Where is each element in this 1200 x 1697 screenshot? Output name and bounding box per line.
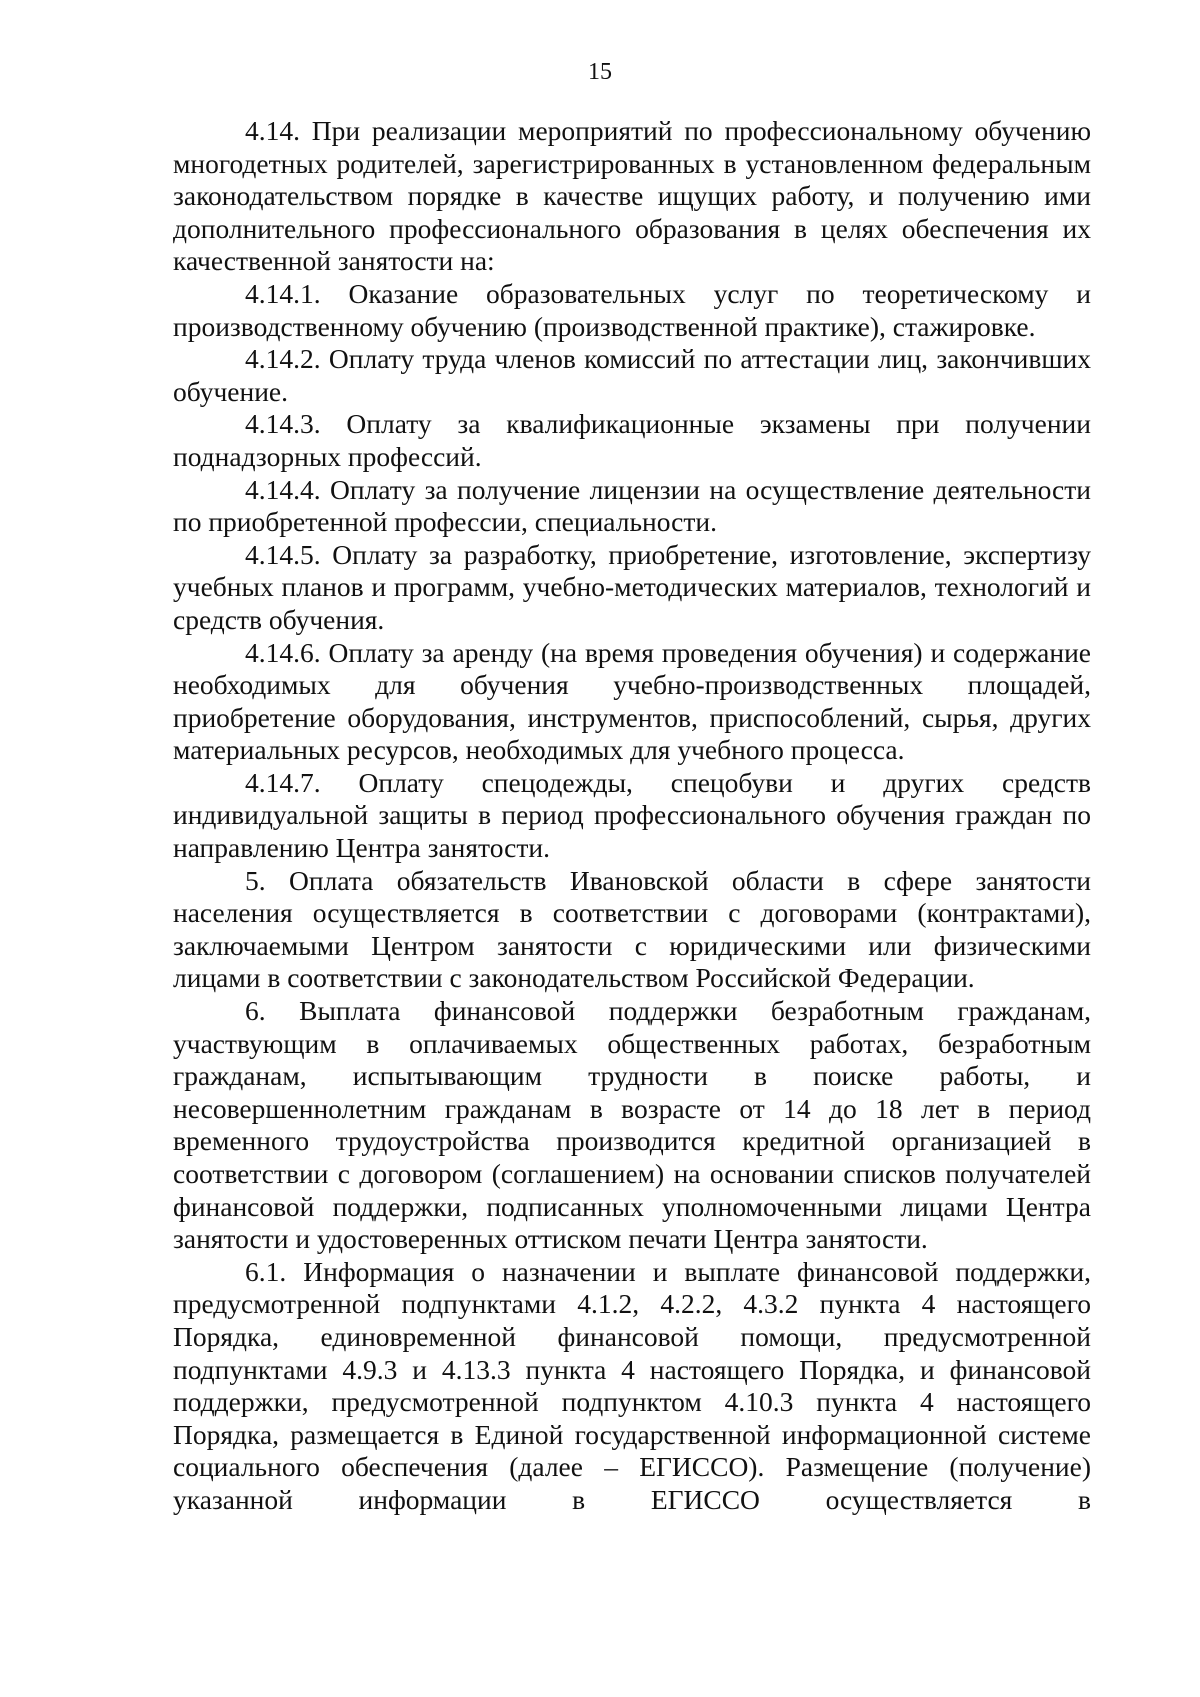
paragraph-4-14-7: 4.14.7. Оплату спецодежды, спецобуви и других средств индивидуальной защиты в период профессионального обучения граждан по направлению Центра занятости. xyxy=(173,766,1091,864)
document-body xyxy=(173,115,1091,1517)
paragraph-4-14-6: 4.14.6. Оплату за аренду (на время проведения обучения) и содержание необходимых для обучения учебно-производственных площадей, приобретение оборудования, инструментов, приспособлений, сырья, других материальных ресурсов, необходимых для учебного процесса. xyxy=(173,636,1091,766)
paragraph-6-1: 6.1. Информация о назначении и выплате финансовой поддержки, предусмотренной подпунктами 4.1.2, 4.2.2, 4.3.2 пункта 4 настоящего Порядка, единовременной финансовой помощи, предусмотренной подпунктами 4.9.3 и 4.13.3 пункта 4 настоящего Порядка, и финансовой поддержки, предусмотренной подпунктом 4.10.3 пункта 4 настоящего Порядка, размещается в Единой государственной информационной системе социального обеспечения (далее – ЕГИССО). Размещение (получение) указанной информации в ЕГИССО осуществляется в xyxy=(173,1255,1091,1515)
paragraph-4-14-2: 4.14.2. Оплату труда членов комиссий по аттестации лиц, закончивших обучение. xyxy=(173,343,1091,407)
paragraph-4-14-3: 4.14.3. Оплату за квалификационные экзамены при получении поднадзорных профессий. xyxy=(173,408,1091,472)
paragraph-5: 5. Оплата обязательств Ивановской области в сфере занятости населения осуществляется в соответствии с договорами (контрактами), заключаемыми Центром занятости с юридическими или физическими лицами в соответствии с законодательством Российской Федерации. xyxy=(173,864,1091,994)
paragraph-6: 6. Выплата финансовой поддержки безработным гражданам, участвующим в оплачиваемых общественных работах, безработным гражданам, испытывающим трудности в поиске работы, и несовершеннолетним гражданам в возрасте от 14 до 18 лет в период временного трудоустройства производится кредитной организацией в соответствии с договором (соглашением) на основании списков получателей финансовой поддержки, подписанных уполномоченными лицами Центра занятости и удостоверенных оттиском печати Центра занятости. xyxy=(173,995,1091,1255)
paragraph-4-14-1: 4.14.1. Оказание образовательных услуг по теоретическому и производственному обучению (производственной практике), стажировке. xyxy=(173,277,1091,342)
paragraph-4-14: 4.14. При реализации мероприятий по профессиональному обучению многодетных родителей, зарегистрированных в установленном федеральным законодательством порядке в качестве ищущих работу, и получению ими дополнительного профессионального образования в целях обеспечения их качественной занятости на: xyxy=(173,115,1091,277)
page-number: 15 xyxy=(588,59,612,85)
paragraph-4-14-5: 4.14.5. Оплату за разработку, приобретение, изготовление, экспертизу учебных планов и программ, учебно-методических материалов, технологий и средств обучения. xyxy=(173,538,1091,635)
paragraph-4-14-4: 4.14.4. Оплату за получение лицензии на осуществление деятельности по приобретенной профессии, специальности. xyxy=(173,473,1091,538)
